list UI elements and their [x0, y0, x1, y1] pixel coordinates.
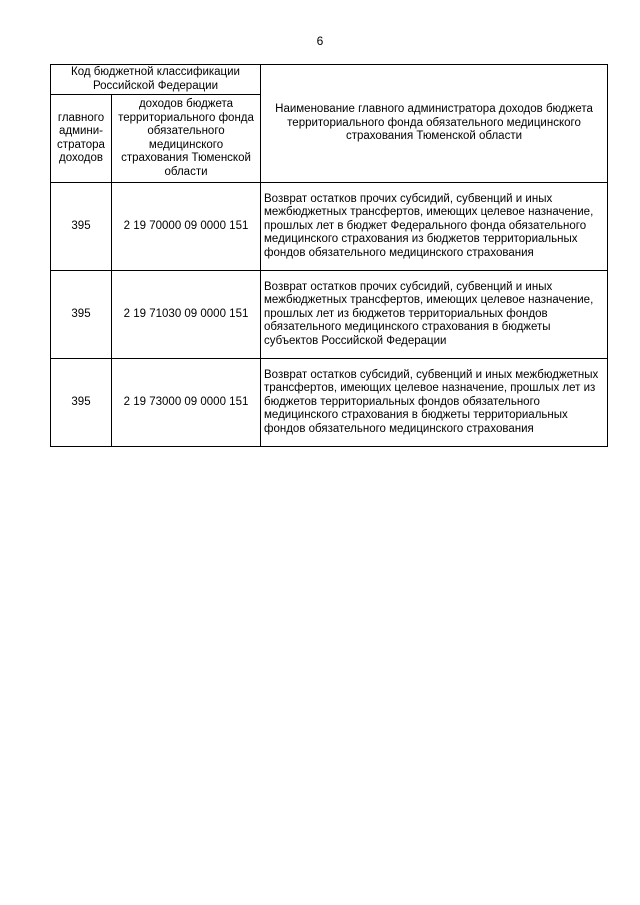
cell-admin-code: 395 — [51, 359, 112, 447]
table-row — [51, 271, 608, 359]
cell-income-name: Возврат остатков прочих субсидий, субвенций и иных межбюджетных трансфертов, имеющих целевое назначение, прошлых лет в бюджет Федерального фонда обязательного медицинского страхования из бюджетов территориальных фондов обязательного медицинского страхования — [261, 183, 608, 271]
table-row — [51, 359, 608, 447]
header-main-administrator: главного админи-стратора доходов — [51, 95, 112, 183]
cell-income-code: 2 19 70000 09 0000 151 — [112, 183, 261, 271]
budget-classification-table — [50, 64, 608, 447]
cell-income-code: 2 19 73000 09 0000 151 — [112, 359, 261, 447]
cell-income-name: Возврат остатков субсидий, субвенций и иных межбюджетных трансфертов, имеющих целевое назначение, прошлых лет из бюджетов территориальных фондов обязательного медицинского страхования в бюджеты территориальных фондов обязательного медицинского страхования — [261, 359, 608, 447]
cell-income-code: 2 19 71030 09 0000 151 — [112, 271, 261, 359]
table-header-row — [51, 65, 608, 95]
cell-admin-code: 395 — [51, 271, 112, 359]
page-number: 6 — [316, 34, 324, 48]
cell-income-name: Возврат остатков прочих субсидий, субвенций и иных межбюджетных трансфертов, имеющих целевое назначение, прошлых лет из бюджетов территориальных фондов обязательного медицинского страхования в бюджеты субъектов Российской Федерации — [261, 271, 608, 359]
cell-admin-code: 395 — [51, 183, 112, 271]
table-row — [51, 183, 608, 271]
header-income-code: доходов бюджета территориального фонда обязательного медицинского страхования Тюменской области — [112, 95, 261, 183]
header-administrator-name: Наименование главного администратора доходов бюджета территориального фонда обязательного медицинского страхования Тюменской области — [261, 65, 608, 183]
header-classification-code: Код бюджетной классификации Российской Федерации — [51, 65, 261, 95]
